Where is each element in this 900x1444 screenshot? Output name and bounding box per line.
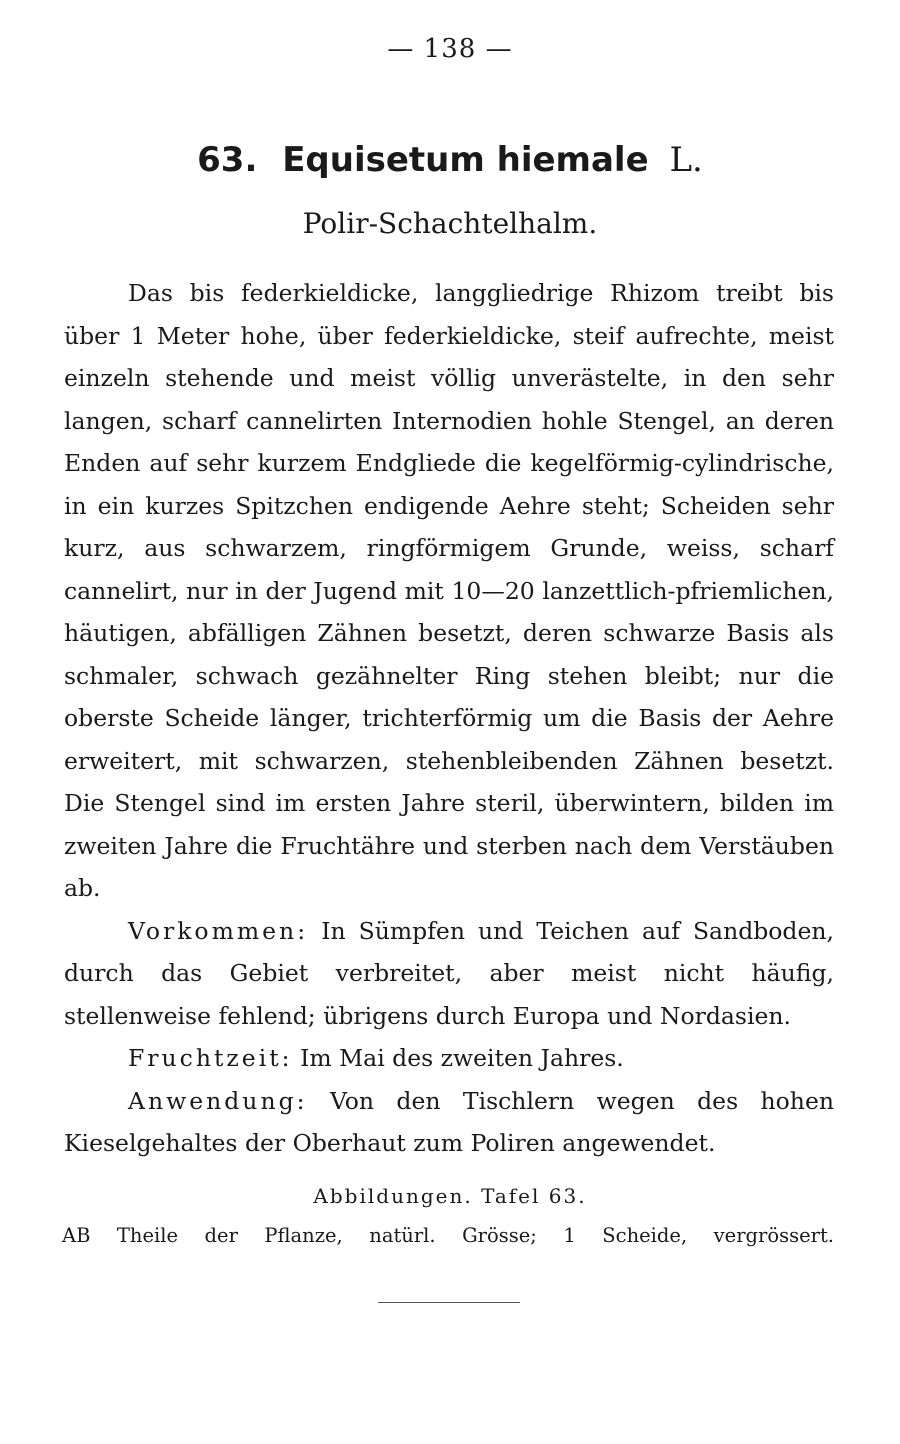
body-text bbox=[64, 272, 834, 1165]
fruiting-paragraph bbox=[64, 1037, 834, 1080]
occurrence-paragraph bbox=[64, 910, 834, 1038]
description-paragraph: Das bis federkieldicke, langgliedrige Rhizom treibt bis über 1 Meter hohe, über federkieldicke, steif aufrechte, meist einzeln stehende und meist völlig unverästelte, in den sehr langen, scharf cannelirten Internodien hohle Stengel, an deren Enden auf sehr kurzem Endgliede die kegelförmig-cylindrische, in ein kurzes Spitzchen endigende Aehre steht; Scheiden sehr kurz, aus schwarzem, ringförmigem Grunde, weiss, scharf cannelirt, nur in der Jugend mit 10—20 lanzettlich-pfriemlichen, häutigen, abfälligen Zähnen besetzt, deren schwarze Basis als schmaler, schwach gezähnelter Ring stehen bleibt; nur die oberste Scheide länger, trichterförmig um die Basis der Aehre erweitert, mit schwarzen, stehenbleibenden Zähnen besetzt. Die Stengel sind im ersten Jahre steril, überwintern, bilden im zweiten Jahre die Fruchtähre und sterben nach dem Verstäuben ab. bbox=[64, 279, 834, 902]
page-number: — 138 — bbox=[387, 34, 513, 64]
figures-caption: AB Theile der Pflanze, natürl. Grösse; 1 Scheide, vergrössert. bbox=[62, 1224, 834, 1247]
species-number: 63. bbox=[197, 140, 258, 180]
section-divider bbox=[378, 1302, 520, 1303]
usage-text: Von den Tischlern wegen des hohen Kieselgehaltes der Oberhaut zum Poliren angewendet. bbox=[64, 1086, 834, 1157]
figures-heading: Abbildungen. Tafel 63. bbox=[313, 1184, 587, 1208]
fruiting-text: Im Mai des zweiten Jahres. bbox=[300, 1044, 624, 1072]
common-name: Polir-Schachtelhalm. bbox=[302, 207, 598, 240]
figures-section bbox=[0, 1180, 900, 1252]
species-author: L. bbox=[669, 140, 703, 180]
occurrence-label: Vorkommen: bbox=[128, 916, 309, 945]
usage-label: Anwendung: bbox=[128, 1086, 308, 1115]
fruiting-label: Fruchtzeit: bbox=[128, 1044, 293, 1072]
usage-paragraph bbox=[64, 1080, 834, 1165]
species-title bbox=[0, 140, 900, 180]
occurrence-text: In Sümpfen und Teichen auf Sandboden, durch das Gebiet verbreitet, aber meist nicht häufig, stellenweise fehlend; übrigens durch Europa und Nordasien. bbox=[64, 916, 834, 1030]
species-name: Equisetum hiemale bbox=[282, 140, 649, 180]
